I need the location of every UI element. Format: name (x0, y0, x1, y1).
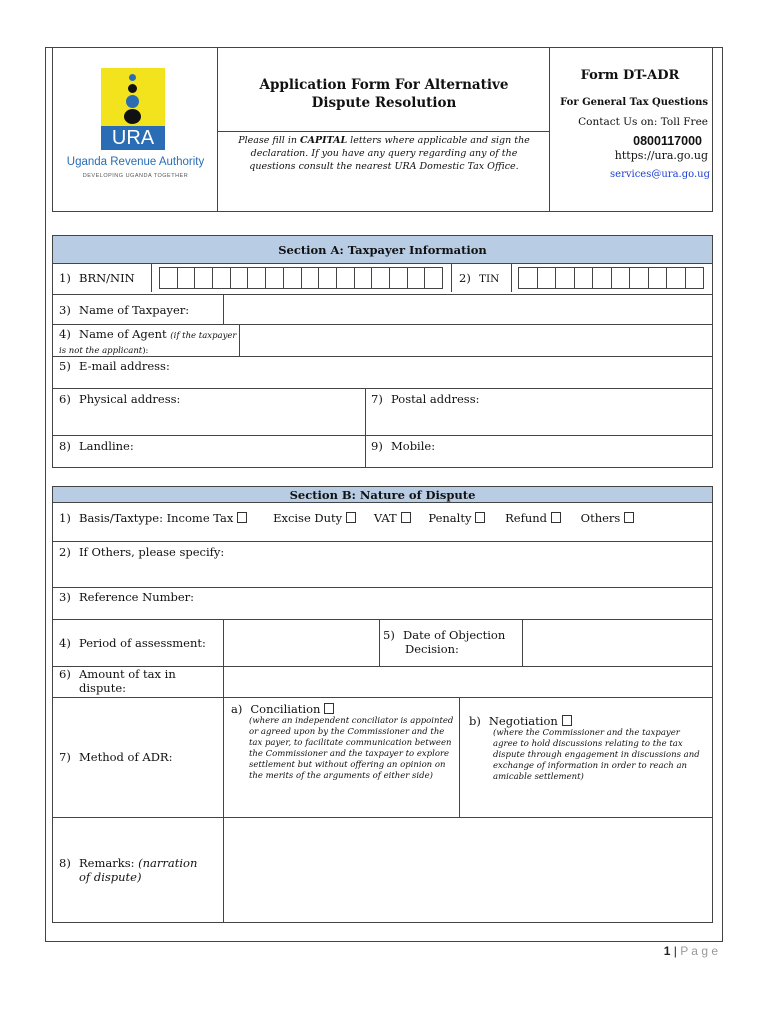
item-number: 3) (59, 590, 71, 604)
income-tax-checkbox[interactable] (237, 512, 247, 523)
section-a-title: Section A: Taxpayer Information (53, 236, 712, 264)
item-number: 7) (371, 392, 383, 406)
logo-dot-icon (126, 95, 139, 108)
brn-char-grid (159, 268, 442, 288)
objection-date-field[interactable] (523, 620, 712, 667)
reference-row (53, 587, 712, 619)
penalty-label: Penalty (428, 511, 472, 525)
item-number: 4) (59, 327, 71, 341)
general-questions: For General Tax Questions (560, 97, 708, 108)
instructions-emphasis: CAPITAL (300, 135, 348, 146)
agent-name-label-text: Name of Agent (79, 327, 171, 341)
phone-number: 0800117000 (633, 134, 702, 148)
physical-address-label-text: Physical address: (79, 392, 181, 406)
amount-label-text2: dispute: (79, 681, 127, 695)
form-header (52, 47, 713, 212)
item-number: 7) (59, 750, 71, 764)
brn-label-text: BRN/NIN (79, 271, 135, 285)
ura-logo-mark (101, 68, 165, 126)
agent-name-field[interactable] (240, 325, 712, 357)
negotiation-label (469, 714, 707, 728)
item-number: 2) (459, 271, 471, 285)
email-link[interactable]: services@ura.go.ug (610, 169, 710, 180)
mobile-label-text: Mobile: (391, 439, 436, 453)
others-checkbox[interactable] (624, 512, 634, 523)
logo-text: URA (101, 126, 165, 150)
taxpayer-name-row (53, 294, 712, 324)
physical-address-label (59, 392, 180, 406)
form-title-line1: Application Form For Alternative (259, 77, 509, 93)
agent-name-label (59, 327, 239, 357)
amount-label (59, 667, 176, 695)
method-label-text: Method of ADR: (79, 750, 173, 764)
excise-duty-checkbox[interactable] (346, 512, 356, 523)
landline-label-text: Landline: (79, 439, 134, 453)
objection-date-label-text2: Decision: (405, 642, 459, 656)
item-number: 8) (59, 439, 71, 453)
others-specify-label-text: If Others, please specify: (79, 545, 225, 559)
negotiation-note: (where the Commissioner and the taxpayer agree to hold discussions relating to the tax dispute through engagement in discussions and exchange of information in order to reach an amicable settlement) (493, 728, 700, 782)
period-label (59, 636, 206, 650)
option-letter: b) (469, 714, 481, 728)
negotiation-label-text: Negotiation (488, 714, 558, 728)
address-row (53, 388, 712, 435)
brn-input-boxes[interactable] (159, 267, 443, 289)
landline-label (59, 439, 134, 453)
item-number: 5) (383, 628, 395, 642)
section-b-table (52, 486, 713, 923)
vat-label: VAT (373, 511, 397, 525)
website-link[interactable]: https://ura.go.ug (614, 149, 708, 162)
method-row (53, 697, 712, 817)
remarks-field[interactable] (224, 818, 712, 923)
form-code: Form DT-ADR (580, 68, 680, 83)
others-specify-row (53, 541, 712, 587)
tin-label-text: TIN (479, 273, 500, 285)
instructions-text: Please fill in (238, 135, 301, 146)
conciliation-label (231, 702, 457, 716)
cell-divider (223, 698, 224, 818)
cell-divider (365, 389, 366, 436)
others-label: Others (580, 511, 621, 525)
instructions-text: letters where applicable and sign the declaration. If you have any query regarding any of the questions consult the nearest URA Domestic Tax Office. (249, 135, 530, 172)
contact-cell (550, 48, 714, 211)
email-row (53, 356, 712, 388)
amount-row (53, 666, 712, 697)
email-label-text: E-mail address: (79, 359, 170, 373)
amount-field[interactable] (224, 667, 712, 698)
item-number: 3) (59, 303, 71, 317)
refund-label: Refund (505, 511, 548, 525)
logo-dot-icon (124, 109, 141, 124)
item-number: 1) (59, 511, 71, 525)
remarks-note: (narration (138, 856, 198, 870)
taxpayer-name-label (59, 303, 189, 317)
conciliation-label-text: Conciliation (250, 702, 321, 716)
excise-duty-label: Excise Duty (273, 511, 343, 525)
vat-checkbox[interactable] (401, 512, 411, 523)
tin-char-grid (518, 268, 703, 288)
instructions (232, 134, 536, 173)
mobile-label (371, 439, 435, 453)
basis-row (53, 503, 712, 541)
item-number: 4) (59, 636, 71, 650)
cell-divider (379, 620, 380, 667)
org-tagline: DEVELOPING UGANDA TOGETHER (82, 173, 189, 179)
remarks-note2: of dispute) (79, 870, 142, 884)
agent-name-suffix: ): (142, 346, 149, 356)
remarks-label-text: Remarks: (79, 856, 139, 870)
email-field[interactable] (53, 357, 712, 389)
page-number: 1 (663, 944, 671, 958)
title-divider (218, 131, 550, 132)
conciliation-note: (where an independent conciliator is appointed or agreed upon by the Commissioner and the tax payer, to facilitate communication between the Commissioner and the taxpayer to explore settlement but without offering an opinion on the merits of the arguments of either side) (249, 716, 454, 781)
logo-dot-icon (129, 74, 136, 81)
refund-checkbox[interactable] (551, 512, 561, 523)
cell-divider (151, 264, 152, 292)
taxpayer-name-label-text: Name of Taxpayer: (79, 303, 190, 317)
basis-label (59, 511, 634, 525)
item-number: 1) (59, 271, 71, 285)
reference-label-text: Reference Number: (79, 590, 195, 604)
item-number: 6) (59, 667, 71, 681)
penalty-checkbox[interactable] (475, 512, 485, 523)
form-title (218, 76, 550, 112)
amount-label-text: Amount of tax in (79, 667, 176, 681)
others-specify-field[interactable] (53, 542, 712, 588)
org-name: Uganda Revenue Authority (66, 156, 205, 168)
period-field[interactable] (224, 620, 379, 667)
tin-label (459, 271, 499, 286)
form-title-line2: Dispute Resolution (311, 95, 457, 111)
conciliation-option (231, 702, 457, 782)
reference-field[interactable] (53, 588, 712, 620)
basis-label-text: Basis/Taxtype: Income Tax (79, 511, 234, 525)
cell-divider (451, 264, 452, 292)
negotiation-option (469, 714, 707, 783)
title-cell (218, 48, 550, 211)
brn-tin-row (53, 264, 712, 292)
contact-line: Contact Us on: Toll Free (578, 116, 708, 128)
conciliation-checkbox[interactable] (324, 703, 334, 714)
postal-address-label (371, 392, 479, 406)
period-label-text: Period of assessment: (79, 636, 206, 650)
cell-divider (365, 436, 366, 468)
item-number: 9) (371, 439, 383, 453)
brn-label (59, 271, 135, 285)
cell-divider (459, 698, 460, 818)
taxpayer-name-field[interactable] (224, 295, 712, 325)
page-label: P a g e (680, 944, 718, 958)
negotiation-checkbox[interactable] (562, 715, 572, 726)
page-footer: 1 | P a g e (663, 944, 718, 958)
method-label (59, 750, 172, 764)
item-number: 6) (59, 392, 71, 406)
section-b-title: Section B: Nature of Dispute (53, 487, 712, 503)
logo-dot-icon (128, 84, 137, 93)
phone-row (53, 435, 712, 467)
logo-cell (53, 48, 218, 211)
remarks-label (59, 856, 219, 884)
postal-address-label-text: Postal address: (391, 392, 480, 406)
period-row (53, 619, 712, 666)
option-letter: a) (231, 702, 243, 716)
agent-name-row (53, 324, 712, 356)
objection-date-label (383, 628, 505, 656)
objection-date-label-text: Date of Objection (403, 628, 506, 642)
item-number: 8) (59, 856, 71, 870)
agent-name-note: (if the taxpayer is not the applicant (59, 331, 237, 356)
section-a-table (52, 235, 713, 468)
item-number: 2) (59, 545, 71, 559)
cell-divider (511, 264, 512, 292)
tin-input-boxes[interactable] (518, 267, 704, 289)
remarks-row (53, 817, 712, 922)
item-number: 5) (59, 359, 71, 373)
